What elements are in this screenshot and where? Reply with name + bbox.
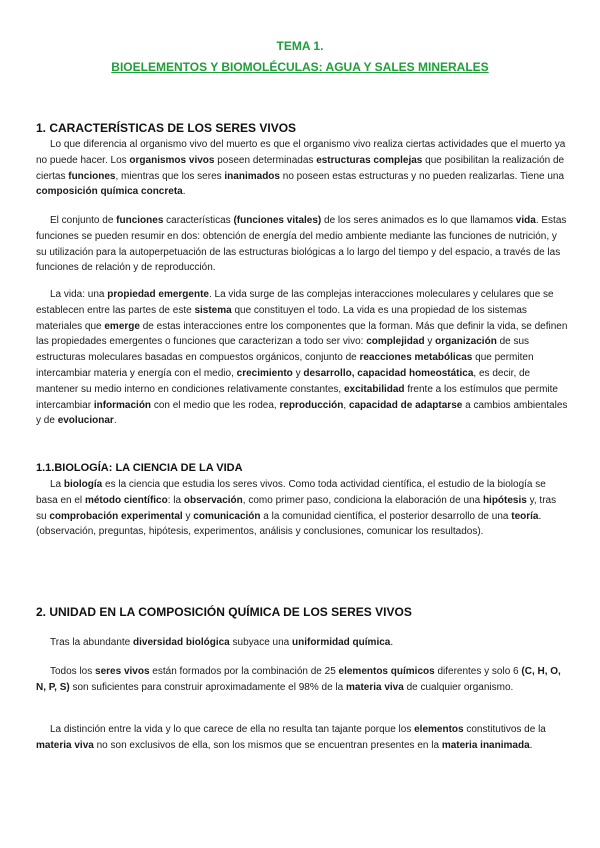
text-span: , es decir, de mantener su medio interno en condiciones relativamente constantes, [36,367,531,395]
bold-term: desarrollo, capacidad homeostática [303,367,474,379]
text-span: diferentes y solo 6 [434,666,522,677]
text-span: de cualquier organismo. [403,681,514,693]
text-span: a la comunidad científica, el posterior desarrollo de una [260,510,512,522]
text-span: Todos los [50,666,96,677]
text-span: es la ciencia que estudia los seres vivos. Como toda actividad científica, el estudio de la biología se basa en el [36,479,546,506]
tema-title: TEMA 1. [276,39,324,53]
section-1-paragraph-1 [36,137,568,200]
bold-term: complejidad [366,336,425,348]
bold-term: sistema [194,304,232,316]
bold-term: seres vivos [95,666,150,677]
bold-term: uniformidad química [292,637,391,648]
text-span: a cambios ambientales y de [36,399,568,427]
text-span: . [529,739,533,751]
bold-term: (funciones vitales) [233,215,322,226]
section-1-heading: 1. CARACTERÍSTICAS DE LOS SERES VIVOS [36,121,297,135]
section-1-paragraph-2 [36,213,568,276]
bold-term: inanimados [224,170,280,182]
section-1-1-paragraph [36,477,568,540]
bold-term: crecimiento [236,367,293,379]
text-span: y [182,510,194,522]
text-span: , [343,399,349,411]
text-span: están formados por la combinación de 25 [149,666,339,677]
text-span: Tras la abundante [50,637,134,648]
section-1-1-heading: 1.1.BIOLOGÍA: LA CIENCIA DE LA VIDA [36,462,243,474]
section-2-paragraph-1 [36,635,568,651]
bold-term: (C, H, O, N, P, S) [36,666,561,693]
bold-term: observación [183,494,243,506]
text-span: que posibilitan la realización de ciertas [36,154,565,182]
section-2-paragraph-3 [36,722,568,754]
text-span: . [390,637,394,648]
bold-term: comunicación [193,510,261,522]
text-span: de los seres animados es lo que llamamos [321,215,516,226]
text-span: características [163,215,234,226]
bold-term: vida [515,215,536,226]
text-span: subyace una [229,637,292,648]
text-span: de estas interacciones entre los componentes que la forman. Más que definir la vida, se definen las propiedades emergentes o funciones que caracterizan a todo ser vivo: [36,320,568,348]
section-2-heading: 2. UNIDAD EN LA COMPOSICIÓN QUÍMICA DE LOS SERES VIVOS [36,605,412,619]
text-span: y [424,336,436,348]
text-span: que constituyen el todo. La vida es una propiedad de los sistemas materiales que [36,304,527,332]
bold-term: biología [63,479,103,490]
text-span: no son exclusivos de ella, son los mismos que se encuentran presentes en la [93,739,442,751]
section-2-paragraph-2 [36,664,568,696]
text-span: y, tras su [36,494,557,522]
text-span: son suficientes para construir aproximadamente el 98% de la [69,681,346,693]
text-span: constitutivos de la [463,724,546,735]
bold-term: propiedad emergente [107,289,209,300]
bold-term: funciones [68,170,116,182]
bold-term: organismos vivos [129,154,215,166]
bold-term: excitabilidad [343,383,405,395]
text-span: : la [167,494,184,506]
text-span: de sus estructuras moleculares basadas en compuestos orgánicos, conjunto de [36,336,530,364]
bold-term: materia viva [345,681,404,693]
bold-term: elementos [414,724,464,735]
text-span: no poseen estas estructuras y no pueden realizarlas. Tiene una [279,170,565,182]
text-span: con el medio que les rodea, [151,399,280,411]
text-span: y [292,367,304,379]
text-span: , mientras que los seres [115,170,225,182]
bold-term: elementos químicos [338,666,435,677]
bold-term: evolucionar [57,415,114,427]
bold-term: emerge [104,320,140,332]
text-span: La vida: una [50,289,108,300]
bold-term: organización [435,336,497,348]
bold-term: reacciones metabólicas [359,352,473,364]
bold-term: funciones [116,215,164,226]
bold-term: diversidad biológica [133,637,230,648]
text-span: . [182,186,186,198]
text-span: . La vida surge de las complejas interacciones moleculares y celulares que se establecen entre las partes de este [36,289,554,316]
text-span: Lo que diferencia al organismo vivo del muerto es que el organismo vivo realiza ciertas actividades que el muerto ya no puede hacer. Los [36,139,566,166]
text-span: El conjunto de [50,215,117,226]
section-1-paragraph-3 [36,287,568,429]
bold-term: método científico [84,494,168,506]
bold-term: estructuras complejas [316,154,423,166]
bold-term: materia inanimada [441,739,530,751]
text-span: poseen determinadas [214,154,317,166]
text-span: frente a los estímulos que permite intercambiar [36,383,558,411]
text-span: . [113,415,117,427]
bold-term: reproducción [279,399,344,411]
bold-term: teoría [511,510,539,522]
bold-term: comprobación experimental [49,510,183,522]
text-span: . (observación, preguntas, hipótesis, experimentos, análisis y conclusiones, comunicar los resultados). [36,510,542,538]
text-span: que permiten intercambiar materia y energía con el medio, [36,352,534,379]
bold-term: hipótesis [482,494,527,506]
bold-term: composición química concreta [36,186,183,198]
bold-term: capacidad de adaptarse [348,399,463,411]
text-span: , como primer paso, condiciona la elaboración de una [242,494,483,506]
document-subtitle: BIOELEMENTOS Y BIOMOLÉCULAS: AGUA Y SALES MINERALES [111,60,489,74]
text-span: La [50,479,64,490]
text-span: . Estas funciones se pueden resumir en dos: obtención de energía del medio ambiente mediante las funciones de nutrición, y su utilización para la autoperpetuación de las estructuras biológicas a lo largo del tiempo y del espacio, a través de las funciones de relación y de reproducción. [36,215,567,274]
bold-term: información [93,399,152,411]
text-span: La distinción entre la vida y lo que carece de ella no resulta tan tajante porque los [50,724,415,735]
bold-term: materia viva [36,739,94,751]
